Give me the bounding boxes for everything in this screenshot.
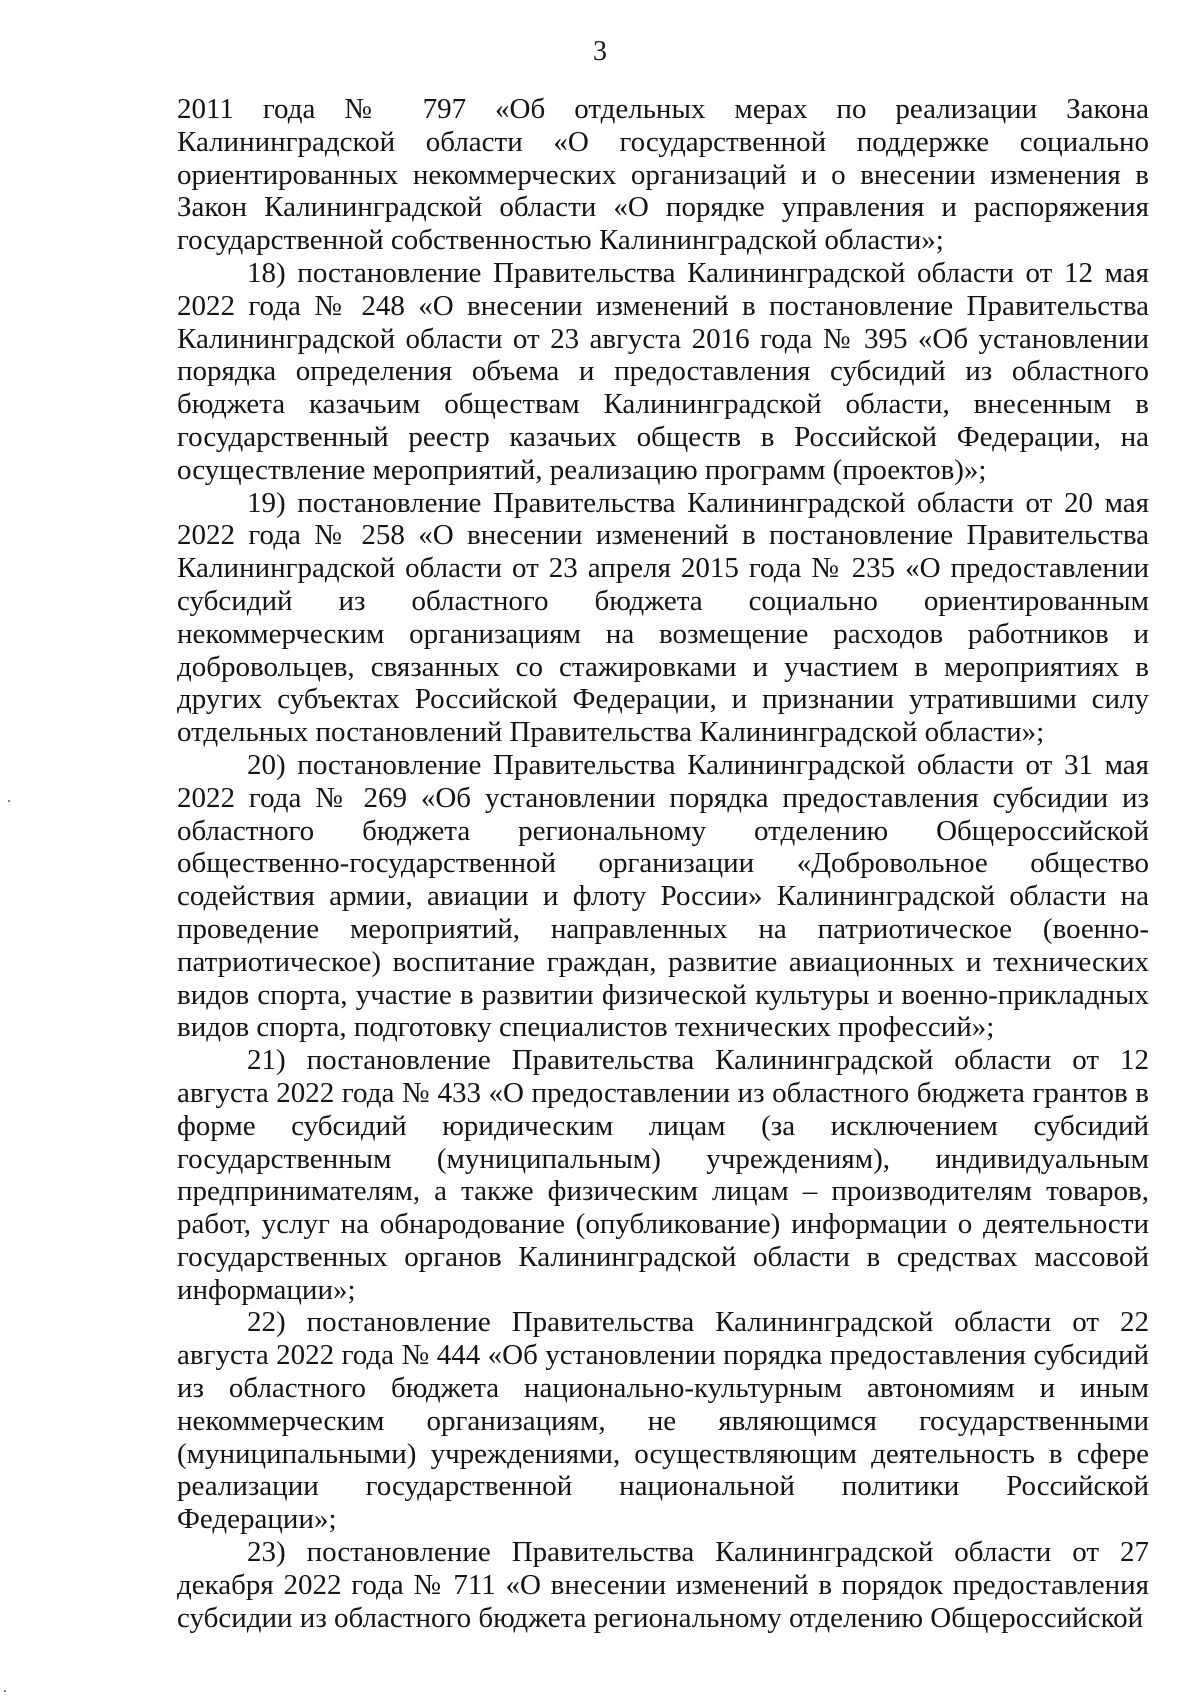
paragraph-item-20: 20) постановление Правительства Калининградской области от 31 мая 2022 года № 269 «Об установлении порядка предоставления субсидии из областного бюджета региональному отделению Общероссийской общественно-государственной организации «Добровольное общество содействия армии, авиации и флоту России» Калининградской области на проведение мероприятий, направленных на патриотическое (военно-патриотическое) воспитание граждан, развитие авиационных и технических видов спорта, участие в развитии физической культуры и военно-прикладных видов спорта, подготовку специалистов технических профессий»;	[177, 748, 1149, 1044]
paragraph-item-19: 19) постановление Правительства Калининградской области от 20 мая 2022 года № 258 «О внесении изменений в постановление Правительства Калининградской области от 23 апреля 2015 года № 235 «О предоставлении субсидий из областного бюджета социально ориентированным некоммерческим организациям на возмещение расходов работников и добровольцев, связанных со стажировками и участием в мероприятиях в других субъектах Российской Федерации, и признании утратившими силу отдельных постановлений Правительства Калининградской области»;	[177, 486, 1149, 749]
paragraph-item-18: 18) постановление Правительства Калининградской области от 12 мая 2022 года № 248 «О внесении изменений в постановление Правительства Калининградской области от 23 августа 2016 года № 395 «Об установлении порядка определения объема и предоставления субсидий из областного бюджета казачьим обществам Калининградской области, внесенным в государственный реестр казачьих обществ в Российской Федерации, на осуществление мероприятий, реализацию программ (проектов)»;	[177, 256, 1149, 486]
paragraph-item-21: 21) постановление Правительства Калининградской области от 12 августа 2022 года № 433 «О предоставлении из областного бюджета грантов в форме субсидий юридическим лицам (за исключением субсидий государственным (муниципальным) учреждениям), индивидуальным предпринимателям, а также физическим лицам – производителям товаров, работ, услуг на обнародование (опубликование) информации о деятельности государственных органов Калининградской области в средствах массовой информации»;	[177, 1044, 1149, 1306]
paragraph-item-23: 23) постановление Правительства Калининградской области от 27 декабря 2022 года № 711 «О внесении изменений в порядок предоставления субсидии из областного бюджета региональному отделению Общероссийской	[177, 1536, 1149, 1634]
scan-speck	[8, 800, 10, 802]
paragraph-item-22: 22) постановление Правительства Калининградской области от 22 августа 2022 года № 444 «Об установлении порядка предоставления субсидий из областного бюджета национально-культурным автономиям и иным некоммерческим организациям, не являющимся государственными (муниципальными) учреждениями, осуществляющим деятельность в сфере реализации государственной национальной политики Российской Федерации»;	[177, 1306, 1149, 1536]
scan-speck	[4, 1690, 6, 1692]
document-body	[177, 93, 1149, 1634]
paragraph-17-continuation: 2011 года № 797 «Об отдельных мерах по реализации Закона Калининградской области «О государственной поддержке социально ориентированных некоммерческих организаций и о внесении изменения в Закон Калининградской области «О порядке управления и распоряжения государственной собственностью Калининградской области»;	[177, 93, 1149, 257]
page-number: 3	[593, 36, 607, 67]
